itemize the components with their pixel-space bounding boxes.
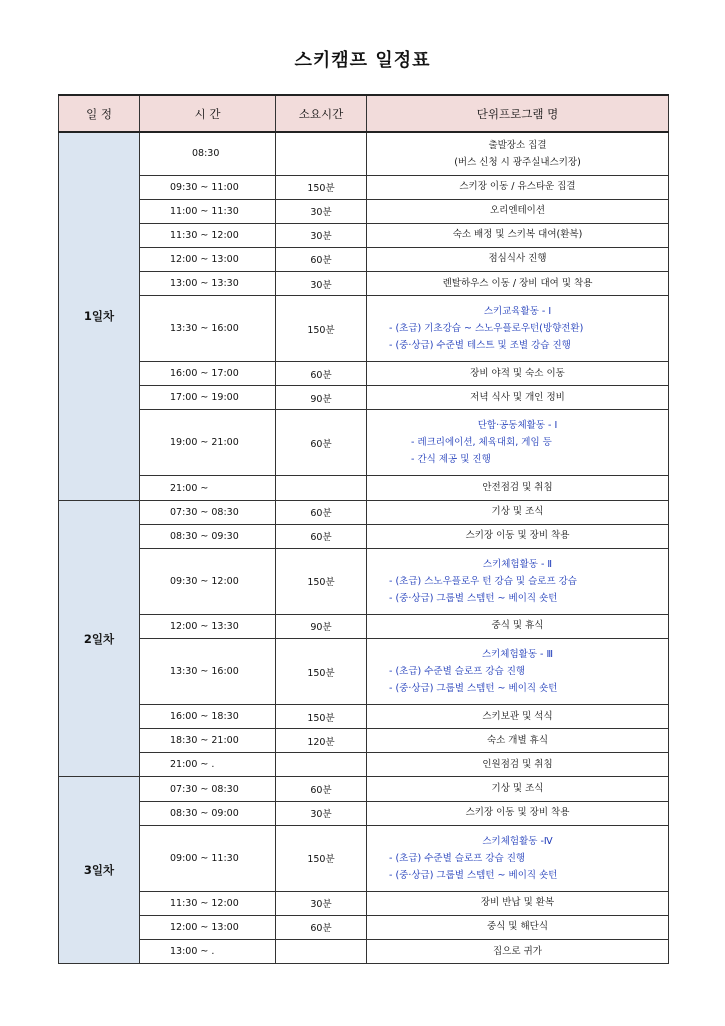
time-cell: 13:00 ~ 13:30 bbox=[140, 272, 276, 296]
program-text: 장비 반납 및 환복 bbox=[480, 897, 555, 909]
program-text: 숙소 개별 휴식 bbox=[486, 734, 549, 746]
duration-cell: 30분 bbox=[276, 199, 367, 223]
table-row bbox=[59, 639, 669, 705]
duration-cell: 60분 bbox=[276, 777, 367, 801]
time-cell: 11:30 ~ 12:00 bbox=[140, 223, 276, 247]
time-cell: 11:00 ~ 11:30 bbox=[140, 199, 276, 223]
time-cell: 07:30 ~ 08:30 bbox=[140, 777, 276, 801]
program-cell bbox=[367, 777, 669, 801]
duration-cell: 150분 bbox=[276, 548, 367, 614]
activity-title: 스키교육활동 - I bbox=[483, 306, 552, 318]
program-cell bbox=[367, 500, 669, 524]
program-cell bbox=[367, 891, 669, 915]
program-cell bbox=[367, 410, 669, 476]
duration-cell: 150분 bbox=[276, 639, 367, 705]
program-text: 기상 및 조식 bbox=[491, 783, 544, 795]
table-header-row bbox=[59, 95, 669, 132]
table-row bbox=[59, 940, 669, 964]
duration-cell bbox=[276, 132, 367, 175]
program-cell bbox=[367, 524, 669, 548]
duration-cell: 150분 bbox=[276, 296, 367, 362]
table-row bbox=[59, 296, 669, 362]
time-cell: 08:30 ~ 09:30 bbox=[140, 524, 276, 548]
duration-cell: 60분 bbox=[276, 410, 367, 476]
activity-detail: - (초급) 기초강습 ~ 스노우플로우턴(방향전환) bbox=[389, 323, 584, 335]
time-cell: 08:30 ~ 09:00 bbox=[140, 801, 276, 825]
program-cell bbox=[367, 729, 669, 753]
page-title: 스키캠프 일정표 bbox=[294, 50, 431, 71]
program-text: 스키장 이동 및 장비 착용 bbox=[465, 530, 570, 542]
header-time: 시 간 bbox=[140, 95, 276, 132]
program-text: 중식 및 해단식 bbox=[486, 921, 549, 933]
time-cell: 09:00 ~ 11:30 bbox=[140, 825, 276, 891]
table-row bbox=[59, 132, 669, 175]
schedule-body bbox=[59, 132, 669, 964]
duration-cell: 30분 bbox=[276, 272, 367, 296]
program-cell bbox=[367, 199, 669, 223]
time-cell: 17:00 ~ 19:00 bbox=[140, 386, 276, 410]
time-cell: 18:30 ~ 21:00 bbox=[140, 729, 276, 753]
time-cell: 21:00 ~ bbox=[140, 476, 276, 500]
program-cell bbox=[367, 915, 669, 939]
program-text: 기상 및 조식 bbox=[491, 506, 544, 518]
duration-cell: 150분 bbox=[276, 705, 367, 729]
program-text: 오리엔테이션 bbox=[489, 205, 546, 217]
program-text: 저녁 식사 및 개인 정비 bbox=[470, 391, 565, 403]
activity-detail: - (초급) 수준별 슬로프 강습 진행 bbox=[389, 852, 526, 864]
activity-detail: - 간식 제공 및 진행 bbox=[411, 454, 491, 466]
program-text: 장비 야적 및 숙소 이동 bbox=[470, 367, 565, 379]
program-text: 스키장 이동 / 유스타운 집결 bbox=[459, 181, 576, 193]
duration-cell: 60분 bbox=[276, 500, 367, 524]
duration-cell: 60분 bbox=[276, 915, 367, 939]
program-text: 집으로 귀가 bbox=[493, 945, 542, 957]
table-row bbox=[59, 801, 669, 825]
program-cell bbox=[367, 801, 669, 825]
activity-detail: - (중·상급) 수준별 테스트 및 조별 강습 진행 bbox=[389, 340, 571, 352]
duration-cell: 90분 bbox=[276, 614, 367, 638]
table-row bbox=[59, 753, 669, 777]
duration-cell bbox=[276, 753, 367, 777]
day-label: 1일차 bbox=[59, 132, 140, 500]
program-text: 렌탈하우스 이동 / 장비 대여 및 착용 bbox=[442, 277, 593, 289]
program-cell bbox=[367, 175, 669, 199]
day-label: 3일차 bbox=[59, 777, 140, 964]
program-cell bbox=[367, 247, 669, 271]
duration-cell: 30분 bbox=[276, 891, 367, 915]
program-text: 출발장소 집결 bbox=[488, 139, 547, 151]
program-cell bbox=[367, 362, 669, 386]
program-cell bbox=[367, 753, 669, 777]
duration-cell: 30분 bbox=[276, 223, 367, 247]
program-text: (버스 신청 시 광주실내스키장) bbox=[454, 156, 581, 168]
program-cell bbox=[367, 223, 669, 247]
duration-cell: 90분 bbox=[276, 386, 367, 410]
time-cell: 08:30 bbox=[140, 132, 276, 175]
table-row bbox=[59, 386, 669, 410]
time-cell: 11:30 ~ 12:00 bbox=[140, 891, 276, 915]
duration-cell: 60분 bbox=[276, 362, 367, 386]
table-row bbox=[59, 175, 669, 199]
time-cell: 21:00 ~ . bbox=[140, 753, 276, 777]
time-cell: 12:00 ~ 13:00 bbox=[140, 247, 276, 271]
duration-cell: 60분 bbox=[276, 524, 367, 548]
table-row bbox=[59, 729, 669, 753]
program-cell bbox=[367, 705, 669, 729]
time-cell: 16:00 ~ 17:00 bbox=[140, 362, 276, 386]
table-row bbox=[59, 199, 669, 223]
program-text: 인원점검 및 취침 bbox=[482, 758, 553, 770]
header-program: 단위프로그램 명 bbox=[367, 95, 669, 132]
time-cell: 12:00 ~ 13:00 bbox=[140, 915, 276, 939]
time-cell: 16:00 ~ 18:30 bbox=[140, 705, 276, 729]
program-cell bbox=[367, 296, 669, 362]
program-cell bbox=[367, 272, 669, 296]
time-cell: 07:30 ~ 08:30 bbox=[140, 500, 276, 524]
program-text: 중식 및 휴식 bbox=[491, 620, 544, 632]
table-row bbox=[59, 476, 669, 500]
time-cell: 13:30 ~ 16:00 bbox=[140, 296, 276, 362]
table-row bbox=[59, 614, 669, 638]
activity-detail: - (중·상급) 그룹별 스템턴 ~ 베이직 숏턴 bbox=[389, 592, 558, 604]
duration-cell: 30분 bbox=[276, 801, 367, 825]
program-text: 점심식사 진행 bbox=[488, 253, 547, 265]
table-row bbox=[59, 825, 669, 891]
program-text: 숙소 배정 및 스키복 대여(환복) bbox=[452, 229, 583, 241]
program-cell bbox=[367, 639, 669, 705]
table-row bbox=[59, 223, 669, 247]
activity-detail: - (중·상급) 그룹별 스템턴 ~ 베이직 숏턴 bbox=[389, 869, 558, 881]
activity-title: 스키체험활동 - Ⅲ bbox=[481, 649, 554, 661]
time-cell: 09:30 ~ 11:00 bbox=[140, 175, 276, 199]
duration-cell: 150분 bbox=[276, 175, 367, 199]
table-row bbox=[59, 362, 669, 386]
table-row bbox=[59, 548, 669, 614]
program-cell bbox=[367, 132, 669, 175]
program-cell bbox=[367, 548, 669, 614]
table-row bbox=[59, 500, 669, 524]
header-duration: 소요시간 bbox=[276, 95, 367, 132]
program-text: 안전점검 및 취침 bbox=[482, 482, 553, 494]
activity-detail: - (초급) 수준별 슬로프 강습 진행 bbox=[389, 666, 526, 678]
program-cell bbox=[367, 476, 669, 500]
table-row bbox=[59, 915, 669, 939]
program-cell bbox=[367, 825, 669, 891]
table-row bbox=[59, 272, 669, 296]
time-cell: 13:30 ~ 16:00 bbox=[140, 639, 276, 705]
program-cell bbox=[367, 386, 669, 410]
time-cell: 12:00 ~ 13:30 bbox=[140, 614, 276, 638]
program-text: 스키보관 및 석식 bbox=[482, 710, 553, 722]
program-text: 스키장 이동 및 장비 착용 bbox=[465, 807, 570, 819]
duration-cell bbox=[276, 476, 367, 500]
time-cell: 09:30 ~ 12:00 bbox=[140, 548, 276, 614]
activity-detail: - 레크리에이션, 체육대회, 게임 등 bbox=[411, 437, 552, 449]
activity-title: 단합·공동체활동 - I bbox=[477, 420, 558, 432]
header-day: 일 정 bbox=[59, 95, 140, 132]
table-row bbox=[59, 777, 669, 801]
schedule-table bbox=[58, 94, 669, 964]
program-cell bbox=[367, 614, 669, 638]
activity-detail: - (중·상급) 그룹별 스템턴 ~ 베이직 숏턴 bbox=[389, 683, 558, 695]
duration-cell: 150분 bbox=[276, 825, 367, 891]
duration-cell: 60분 bbox=[276, 247, 367, 271]
time-cell: 19:00 ~ 21:00 bbox=[140, 410, 276, 476]
duration-cell: 120분 bbox=[276, 729, 367, 753]
table-row bbox=[59, 524, 669, 548]
table-row bbox=[59, 410, 669, 476]
duration-cell bbox=[276, 940, 367, 964]
table-row bbox=[59, 705, 669, 729]
activity-title: 스키체험활동 - Ⅱ bbox=[482, 558, 553, 570]
activity-title: 스키체험활동 -Ⅳ bbox=[482, 835, 553, 847]
activity-detail: - (초급) 스노우플로우 턴 강습 및 슬로프 강습 bbox=[389, 575, 577, 587]
table-row bbox=[59, 247, 669, 271]
program-cell bbox=[367, 940, 669, 964]
day-label: 2일차 bbox=[59, 500, 140, 777]
table-row bbox=[59, 891, 669, 915]
time-cell: 13:00 ~ . bbox=[140, 940, 276, 964]
